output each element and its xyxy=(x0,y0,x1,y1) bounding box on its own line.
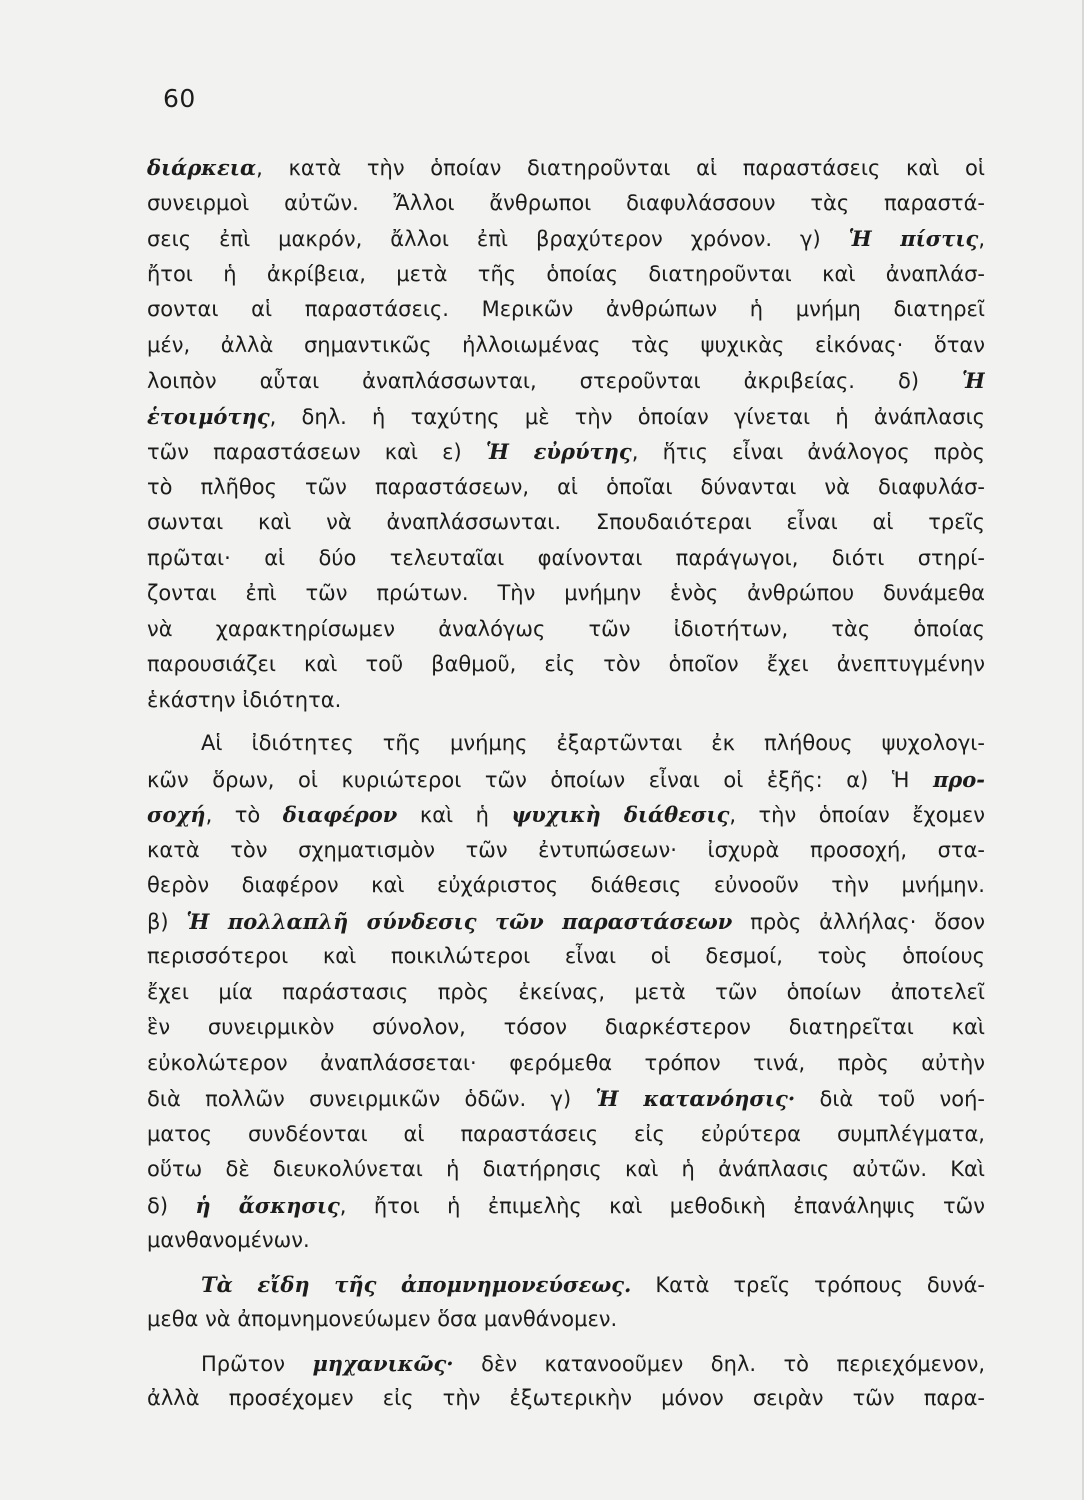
text-run: πρῶται· αἱ δύο τελευταῖαι φαίνονται παράγωγοι, διότι στηρί- xyxy=(147,545,985,570)
emphasis-term: Ἡ κατανόησις· xyxy=(595,1086,796,1111)
text-run: , δηλ. ἡ ταχύτης μὲ τὴν ὁποίαν γίνεται ἡ ἀνάπλασις xyxy=(269,404,985,429)
emphasis-term: διαφέρον xyxy=(282,802,398,827)
text-line xyxy=(147,1346,985,1382)
text-run: , τὴν ὁποίαν ἔχομεν xyxy=(729,803,985,827)
text-run: ἑκάστην ἰδιότητα. xyxy=(147,687,342,712)
emphasis-term: διάρκεια xyxy=(147,155,257,180)
text-run: Αἱ ἰδιότητες τῆς μνήμης ἐξαρτῶνται ἐκ πλήθους ψυχολογι- xyxy=(201,731,985,755)
text-run: ἓν συνειρμικὸν σύνολον, τόσον διαρκέστερον διατηρεῖται καὶ xyxy=(147,1015,985,1039)
text-line xyxy=(147,1302,985,1338)
emphasis-term: προ- xyxy=(932,766,985,792)
emphasis-term: Τὰ εἴδη τῆς ἀπομνημονεύσεως. xyxy=(201,1271,632,1297)
text-run: τῶν παραστάσεων καὶ ε) xyxy=(147,440,486,464)
text-line xyxy=(147,257,985,293)
emphasis-term: Ἡ xyxy=(962,368,985,393)
text-run: διὰ πολλῶν συνειρμικῶν ὁδῶν. γ) xyxy=(147,1087,596,1111)
text-run: ἀλλὰ προσέχομεν εἰς τὴν ἐξωτερικὴν μόνον σειρὰν τῶν παρα- xyxy=(147,1386,985,1410)
text-line xyxy=(147,904,985,940)
text-run: μανθανομένων. xyxy=(147,1228,310,1252)
text-run: , ἤτοι ἡ ἐπιμελὴς καὶ μεθοδικὴ ἐπανάληψις τῶν xyxy=(339,1193,985,1218)
paragraph-spacer xyxy=(147,718,985,726)
text-run: , κατὰ τὴν ὁποίαν διατηροῦνται αἱ παραστάσεις καὶ οἱ xyxy=(256,156,985,180)
text-line xyxy=(147,221,985,257)
text-line xyxy=(147,399,985,435)
text-line xyxy=(147,328,985,364)
text-run: νὰ χαρακτηρίσωμεν ἀναλόγως τῶν ἰδιοτήτων, τὰς ὁποίας xyxy=(147,616,985,641)
text-run: μέν, ἀλλὰ σημαντικῶς ἠλλοιωμένας τὰς ψυχικὰς εἰκόνας· ὅταν xyxy=(147,332,985,357)
emphasis-term: ἡ ἄσκησις xyxy=(195,1192,340,1218)
text-line xyxy=(147,1223,985,1259)
text-run: πρὸς ἀλλήλας· ὅσον xyxy=(732,909,985,934)
text-line xyxy=(147,1188,985,1224)
body-text xyxy=(147,150,985,1417)
text-run: σονται αἱ παραστάσεις. Μερικῶν ἀνθρώπων ἡ μνήμη διατηρεῖ xyxy=(147,297,985,321)
text-run: ἔχει μία παράστασις πρὸς ἐκείνας, μετὰ τῶν ὁποίων ἀποτελεῖ xyxy=(147,979,985,1004)
text-run: κατὰ τὸν σχηματισμὸν τῶν ἐντυπώσεων· ἰσχυρὰ προσοχή, στα- xyxy=(147,837,985,862)
text-run: δὲν κατανοοῦμεν δηλ. τὸ περιεχόμενον, xyxy=(453,1351,985,1376)
text-line xyxy=(147,726,985,762)
text-run: διὰ τοῦ νοή- xyxy=(795,1087,985,1111)
text-line xyxy=(147,363,985,399)
text-run: τὸ πλῆθος τῶν παραστάσεων, αἱ ὁποῖαι δύνανται νὰ διαφυλάσ- xyxy=(147,474,985,499)
text-run: οὕτω δὲ διευκολύνεται ἡ διατήρησις καὶ ἡ ἀνάπλασις αὐτῶν. Καὶ xyxy=(147,1157,985,1181)
text-line xyxy=(147,762,985,798)
text-line xyxy=(147,505,985,541)
text-run: μεθα νὰ ἀπομνημονεύωμεν ὅσα μανθάνομεν. xyxy=(147,1307,618,1331)
text-run: σεις ἐπὶ μακρόν, ἄλλοι ἐπὶ βραχύτερον χρόνον. γ) xyxy=(147,227,849,251)
text-run: , xyxy=(978,227,985,251)
text-run: ματος συνδέονται αἱ παραστάσεις εἰς εὐρύτερα συμπλέγματα, xyxy=(147,1121,985,1146)
text-run: κῶν ὅρων, οἱ κυριώτεροι τῶν ὁποίων εἶναι οἱ ἑξῆς: α) Ἡ xyxy=(147,767,933,792)
emphasis-term: μηχανικῶς· xyxy=(312,1350,454,1376)
text-line xyxy=(147,612,985,648)
text-line xyxy=(147,434,985,470)
text-line xyxy=(147,1152,985,1188)
text-line xyxy=(147,186,985,222)
text-line xyxy=(147,647,985,683)
emphasis-term: Ἡ εὐρύτης xyxy=(485,439,632,464)
emphasis-term: Ἡ πολλαπλῆ σύνδεσις τῶν παραστάσεων xyxy=(186,908,733,934)
text-line xyxy=(147,1081,985,1117)
text-line xyxy=(147,1046,985,1082)
text-line xyxy=(147,868,985,904)
text-line xyxy=(147,1381,985,1417)
text-run: καὶ ἡ xyxy=(397,803,512,827)
text-run: ἤτοι ἡ ἀκρίβεια, μετὰ τῆς ὁποίας διατηροῦνται καὶ ἀναπλάσ- xyxy=(147,261,985,286)
text-run: περισσότεροι καὶ ποικιλώτεροι εἶναι οἱ δεσμοί, τοὺς ὁποίους xyxy=(147,944,985,968)
text-run: δ) xyxy=(147,1193,196,1218)
text-line xyxy=(147,150,985,186)
text-line xyxy=(147,470,985,506)
text-run: β) xyxy=(147,909,187,934)
text-run: εὐκολώτερον ἀναπλάσσεται· φερόμεθα τρόπον τινά, πρὸς αὐτὴν xyxy=(147,1050,985,1075)
paragraph-spacer xyxy=(147,1338,985,1346)
emphasis-term: ψυχικὴ διάθεσις xyxy=(511,802,730,827)
emphasis-term: σοχή xyxy=(147,802,206,827)
text-run: , ἥτις εἶναι ἀνάλογος πρὸς xyxy=(631,440,985,464)
text-run: , τὸ xyxy=(205,803,283,827)
text-run: παρουσιάζει καὶ τοῦ βαθμοῦ, εἰς τὸν ὁποῖον ἔχει ἀνεπτυγμένην xyxy=(147,652,985,676)
text-line xyxy=(147,1267,985,1303)
text-run: συνειρμοὶ αὐτῶν. Ἄλλοι ἄνθρωποι διαφυλάσσουν τὰς παραστά- xyxy=(147,190,985,215)
text-run: σωνται καὶ νὰ ἀναπλάσσωνται. Σπουδαιότεραι εἶναι αἱ τρεῖς xyxy=(147,510,985,534)
emphasis-term: ἑτοιμότης xyxy=(147,403,270,429)
text-line xyxy=(147,833,985,869)
text-run: θερὸν διαφέρον καὶ εὐχάριστος διάθεσις εὐνοοῦν τὴν μνήμην. xyxy=(147,873,985,897)
text-line xyxy=(147,939,985,975)
emphasis-term: Ἡ πίστις xyxy=(848,226,979,251)
text-run: λοιπὸν αὗται ἀναπλάσσωνται, στεροῦνται ἀκριβείας. δ) xyxy=(147,369,963,393)
text-run: ζονται ἐπὶ τῶν πρώτων. Τὴν μνήμην ἑνὸς ἀνθρώπου δυνάμεθα xyxy=(147,581,985,605)
text-line xyxy=(147,683,985,719)
text-line xyxy=(147,975,985,1011)
page-number: 60 xyxy=(163,84,196,113)
text-run: Πρῶτον xyxy=(201,1351,313,1376)
text-line xyxy=(147,1117,985,1153)
text-run: Κατὰ τρεῖς τρόπους δυνά- xyxy=(631,1272,985,1297)
text-line xyxy=(147,576,985,612)
paragraph-spacer xyxy=(147,1259,985,1267)
text-line xyxy=(147,292,985,328)
text-line xyxy=(147,797,985,833)
text-line xyxy=(147,541,985,577)
text-line xyxy=(147,1010,985,1046)
